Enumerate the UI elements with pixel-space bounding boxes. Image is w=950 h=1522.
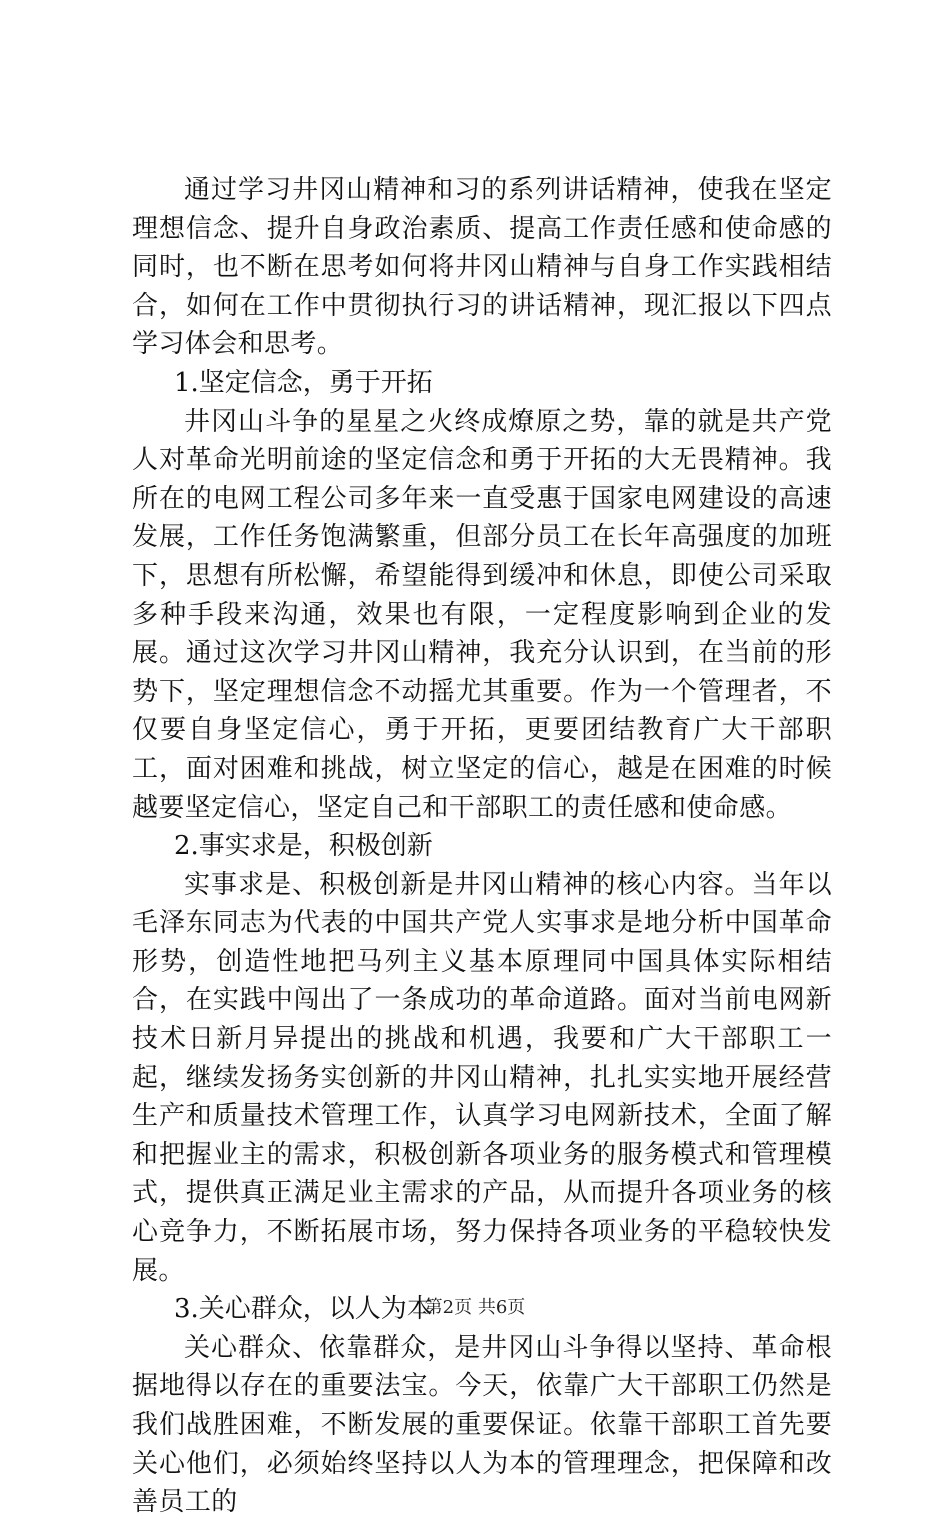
section-heading-1: 1.坚定信念，勇于开拓: [174, 367, 433, 398]
intro-paragraph: 通过学习井冈山精神和习的系列讲话精神，使我在坚定理想信念、提升自身政治素质、提高工作责任感和使命感的同时，也不断在思考如何将井冈山精神与自身工作实践相结合，如何在工作中贯彻执行习的讲话精神，现汇报以下四点学习体会和思考。: [132, 175, 832, 360]
section-body-2: 实事求是、积极创新是井冈山精神的核心内容。当年以毛泽东同志为代表的中国共产党人实事求是地分析中国革命形势，创造性地把马列主义基本原理同中国具体实际相结合，在实践中闯出了一条成功的革命道路。面对当前电网新技术日新月异提出的挑战和机遇，我要和广大干部职工一起，继续发扬务实创新的井冈山精神，扎扎实实地开展经营生产和质量技术管理工作，认真学习电网新技术，全面了解和把握业主的需求，积极创新各项业务的服务模式和管理模式，提供真正满足业主需求的产品，从而提升各项业务的核心竞争力，不断拓展市场，努力保持各项业务的平稳较快发展。: [132, 869, 832, 1286]
page-number-footer: 第2页 共6页: [424, 1297, 526, 1318]
section-heading-2: 2.事实求是，积极创新: [174, 831, 433, 862]
section-heading-3: 3.关心群众，以人为本: [174, 1294, 433, 1325]
section-body-3: 关心群众、依靠群众，是井冈山斗争得以坚持、革命根据地得以存在的重要法宝。今天，依靠广大干部职工仍然是我们战胜困难，不断发展的重要保证。依靠干部职工首先要关心他们，必须始终坚持以人为本的管理理念，把保障和改善员工的: [132, 1332, 832, 1518]
section-body-1: 井冈山斗争的星星之火终成燎原之势，靠的就是共产党人对革命光明前途的坚定信念和勇于开拓的大无畏精神。我所在的电网工程公司多年来一直受惠于国家电网建设的高速发展，工作任务饱满繁重，但部分员工在长年高强度的加班下，思想有所松懈，希望能得到缓冲和休息，即使公司采取多种手段来沟通，效果也有限，一定程度影响到企业的发展。通过这次学习井冈山精神，我充分认识到，在当前的形势下，坚定理想信念不动摇尤其重要。作为一个管理者，不仅要自身坚定信心，勇于开拓，更要团结教育广大干部职工，面对困难和挑战，树立坚定的信心，越是在困难的时候越要坚定信心，坚定自己和干部职工的责任感和使命感。: [132, 406, 832, 823]
document-body: [132, 171, 832, 1522]
